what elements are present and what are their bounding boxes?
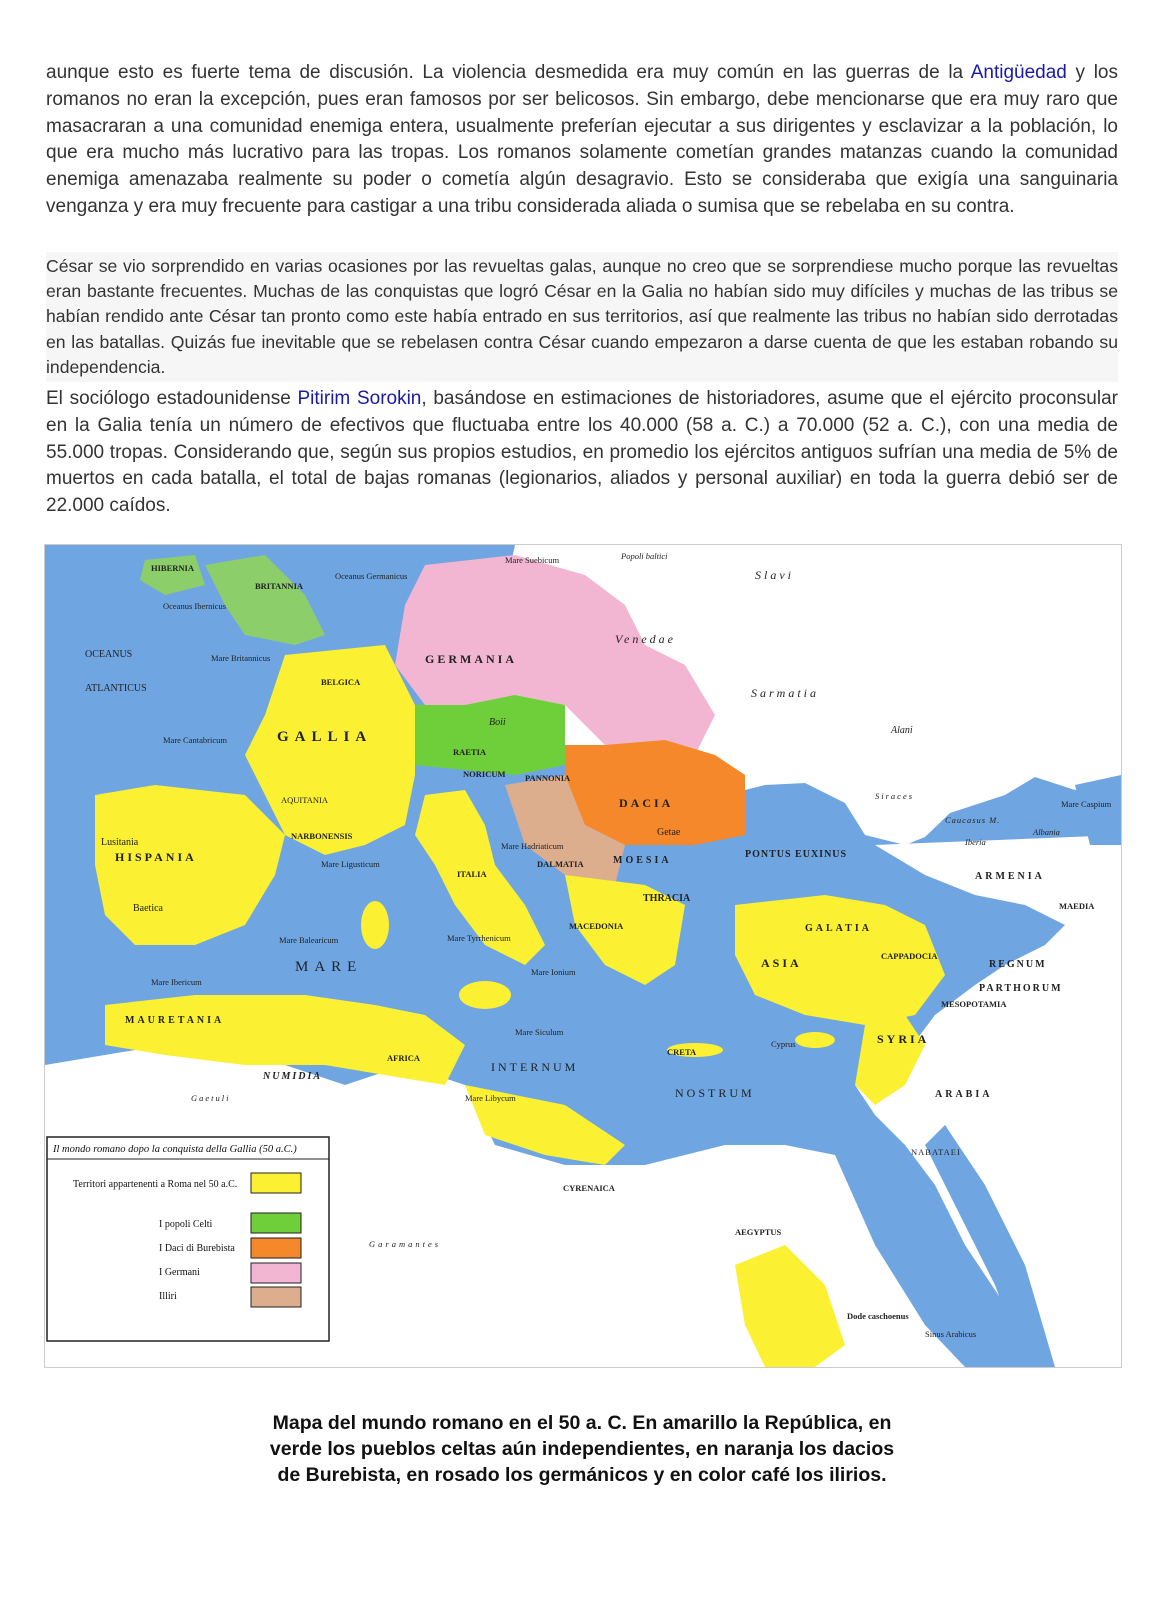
label-gaetuli: Gaetuli: [191, 1093, 231, 1103]
label-pontus-euxinus: PONTUS EUXINUS: [745, 849, 848, 860]
island-sicilia: [459, 981, 511, 1009]
label-oceanus-ibernicus: Oceanus Ibernicus: [163, 601, 227, 611]
label-siraces: Siraces: [875, 791, 915, 801]
legend-label-roma: Territori appartenenti a Roma nel 50 a.C.: [73, 1179, 238, 1190]
label-italia: ITALIA: [457, 869, 487, 879]
label-albania: Albania: [1033, 827, 1060, 837]
island-sardinia: [361, 901, 389, 949]
map-legend: [47, 1137, 329, 1341]
label-mare-cantabricum: Mare Cantabricum: [163, 735, 227, 745]
label-narbonensis: NARBONENSIS: [291, 831, 353, 841]
label-aegyptus: AEGYPTUS: [735, 1227, 782, 1237]
label-mare-britannicus: Mare Britannicus: [211, 653, 271, 663]
label-mare-ionium: Mare Ionium: [531, 967, 576, 977]
label-lusitania: Lusitania: [101, 837, 139, 848]
label-dode-caschoenus: Dode caschoenus: [847, 1311, 909, 1321]
label-africa: AFRICA: [387, 1053, 421, 1063]
label-alani: Alani: [891, 725, 913, 736]
label-dacia: DACIA: [619, 796, 674, 810]
label-raetia: RAETIA: [453, 747, 487, 757]
label-numidia: NUMIDIA: [263, 1071, 323, 1082]
paragraph-text: aunque esto es fuerte tema de discusión. La violencia desmedida era muy común en las guerras de la: [46, 62, 971, 83]
label-asia: ASIA: [761, 956, 802, 970]
label-baetica: Baetica: [133, 903, 163, 914]
label-mare-balearicum: Mare Balearicum: [279, 935, 339, 945]
caption-line: Mapa del mundo romano en el 50 a. C. En amarillo la República, en: [272, 1412, 892, 1434]
legend-swatch-roma: [251, 1173, 301, 1193]
label-mare-siculum: Mare Siculum: [515, 1027, 564, 1037]
label-cyprus: Cyprus: [771, 1039, 796, 1049]
legend-swatch-daci: [251, 1238, 301, 1258]
label-dalmatia: DALMATIA: [537, 859, 584, 869]
label-regnum: REGNUM: [989, 959, 1047, 970]
label-mauretania: MAURETANIA: [125, 1015, 225, 1026]
link-pitirim-sorokin[interactable]: Pitirim Sorokin: [297, 388, 422, 409]
label-boii: Boii: [489, 717, 506, 728]
paragraph-revueltas: César se vio sorprendido en varias ocasiones por las revueltas galas, aunque no creo que se sorprendiese mucho porque las revueltas eran bastante frecuentes. Muchas de las conquistas que logró César en la Galia no habían sido muy difíciles y muchas de las tribus se habían rendido ante César tan pronto como este había entrado en sus territorios, así que realmente las tribus no habían sido derrotadas en las batallas. Quizás fue inevitable que se rebelasen contra César cuando empezaron a darse cuenta de que les estaban robando su independencia.: [46, 252, 1118, 382]
paragraph-text: El sociólogo estadounidense: [46, 388, 298, 409]
label-belgica: BELGICA: [321, 677, 361, 687]
label-mare-caspium: Mare Caspium: [1061, 799, 1112, 809]
legend-swatch-germani: [251, 1263, 301, 1283]
label-atlanticus: ATLANTICUS: [85, 683, 147, 694]
label-mare-ligusticum: Mare Ligusticum: [321, 859, 380, 869]
label-noricum: NORICUM: [463, 769, 506, 779]
map-caption: [120, 1410, 1044, 1488]
label-mare-suebicum: Mare Suebicum: [505, 555, 560, 565]
paragraph-text: , basándose en estimaciones de historiadores, asume que el ejército proconsular en la Galia tenía un número de efectivos que fluctuaba entre los 40.000 (58 a. C.) a 70.000 (52 a. C.), con una media de 55.000 tropas. Considerando que, según sus propios estudios, en promedio los ejércitos antiguos sufrían una media de 5% de muertos en cada batalla, el total de bajas romanas (legionarios, aliados y personal auxiliar) en toda la guerra debió ser de 22.000 caídos.: [46, 388, 1118, 517]
legend-swatch-celti: [251, 1213, 301, 1233]
label-mare-hadriaticum: Mare Hadriaticum: [501, 841, 564, 851]
label-mare: MARE: [295, 959, 363, 975]
label-iberia: Iberia: [965, 837, 986, 847]
label-oceanus: OCEANUS: [85, 649, 133, 660]
label-mare-libycum: Mare Libycum: [465, 1093, 516, 1103]
region-celti: [405, 695, 565, 775]
label-sarmatia: Sarmatia: [751, 686, 820, 700]
paragraph-violence: [46, 60, 1118, 221]
label-aquitania: AQUITANIA: [281, 795, 329, 805]
roman-world-map: [44, 544, 1122, 1368]
paragraph-sorokin: [46, 386, 1118, 520]
paragraph-text: y los romanos no eran la excepción, pues eran famosos por ser belicosos. Sin embargo, debe mencionarse que era muy raro que masacraran a una comunidad enemiga entera, usualmente preferían ejecutar a sus dirigentes y esclavizar a la población, lo que era mucho más lucrativo para las tropas. Los romanos solamente cometían grandes matanzas cuando la comunidad enemiga amenazaba realmente su poder o cometía algún desagravio. Esto se consideraba que exigía una sanguinaria venganza y era muy frecuente para castigar a una tribu considerada aliada o sumisa que se rebelaba en su contra.: [46, 62, 1118, 217]
legend-label-daci: I Daci di Burebista: [159, 1243, 235, 1254]
label-creta: CRETA: [667, 1047, 697, 1057]
label-cappadocia: CAPPADOCIA: [881, 951, 938, 961]
legend-swatch-illiri: [251, 1287, 301, 1307]
label-slavi: Slavi: [755, 568, 794, 582]
label-gallia: GALLIA: [277, 729, 373, 745]
label-cyrenaica: CYRENAICA: [563, 1183, 615, 1193]
label-nabataei: NABATAEI: [911, 1147, 961, 1157]
label-hibernia: HIBERNIA: [151, 563, 194, 573]
legend-title: Il mondo romano dopo la conquista della Gallia (50 a.C.): [53, 1144, 297, 1155]
map-canvas: [45, 545, 1121, 1367]
legend-label-celti: I popoli Celti: [159, 1219, 213, 1230]
label-armenia: ARMENIA: [975, 871, 1045, 882]
label-mare-ibericum: Mare Ibericum: [151, 977, 202, 987]
legend-label-germani: I Germani: [159, 1267, 200, 1278]
caption-line: verde los pueblos celtas aún independientes, en naranja los dacios: [269, 1438, 895, 1460]
label-germania: GERMANIA: [425, 652, 517, 666]
label-oceanus-germanicus: Oceanus Germanicus: [335, 571, 408, 581]
label-mesopotamia: MESOPOTAMIA: [941, 999, 1007, 1009]
label-garamantes: Garamantes: [369, 1239, 442, 1249]
label-pannonia: PANNONIA: [525, 773, 571, 783]
legend-label-illiri: Illiri: [159, 1291, 177, 1302]
island-cyprus: [795, 1032, 835, 1048]
label-britannia: BRITANNIA: [255, 581, 304, 591]
label-sinus-arabicus: Sinus Arabicus: [925, 1329, 977, 1339]
label-getae: Getae: [657, 827, 681, 838]
label-internum: INTERNUM: [491, 1060, 579, 1074]
label-parthorum: PARTHORUM: [979, 983, 1063, 994]
label-venedae: Venedae: [615, 632, 676, 646]
label-thracia: THRACIA: [643, 893, 691, 904]
label-maedia: MAEDIA: [1059, 901, 1095, 911]
link-antiguedad[interactable]: Antigüedad: [970, 62, 1067, 83]
label-hispania: HISPANIA: [115, 850, 197, 864]
label-mare-tyrrhenicum: Mare Tyrrhenicum: [447, 933, 511, 943]
label-moesia: MOESIA: [613, 855, 672, 866]
label-macedonia: MACEDONIA: [569, 921, 624, 931]
label-arabia: ARABIA: [935, 1089, 993, 1100]
label-galatia: GALATIA: [805, 923, 872, 934]
label-syria: SYRIA: [877, 1032, 930, 1046]
caption-line: de Burebista, en rosado los germánicos y en color café los ilirios.: [277, 1464, 887, 1486]
label-nostrum: NOSTRUM: [675, 1086, 755, 1100]
label-caucasus: Caucasus M.: [945, 815, 1001, 825]
label-popoli-baltici: Popoli baltici: [621, 551, 668, 561]
